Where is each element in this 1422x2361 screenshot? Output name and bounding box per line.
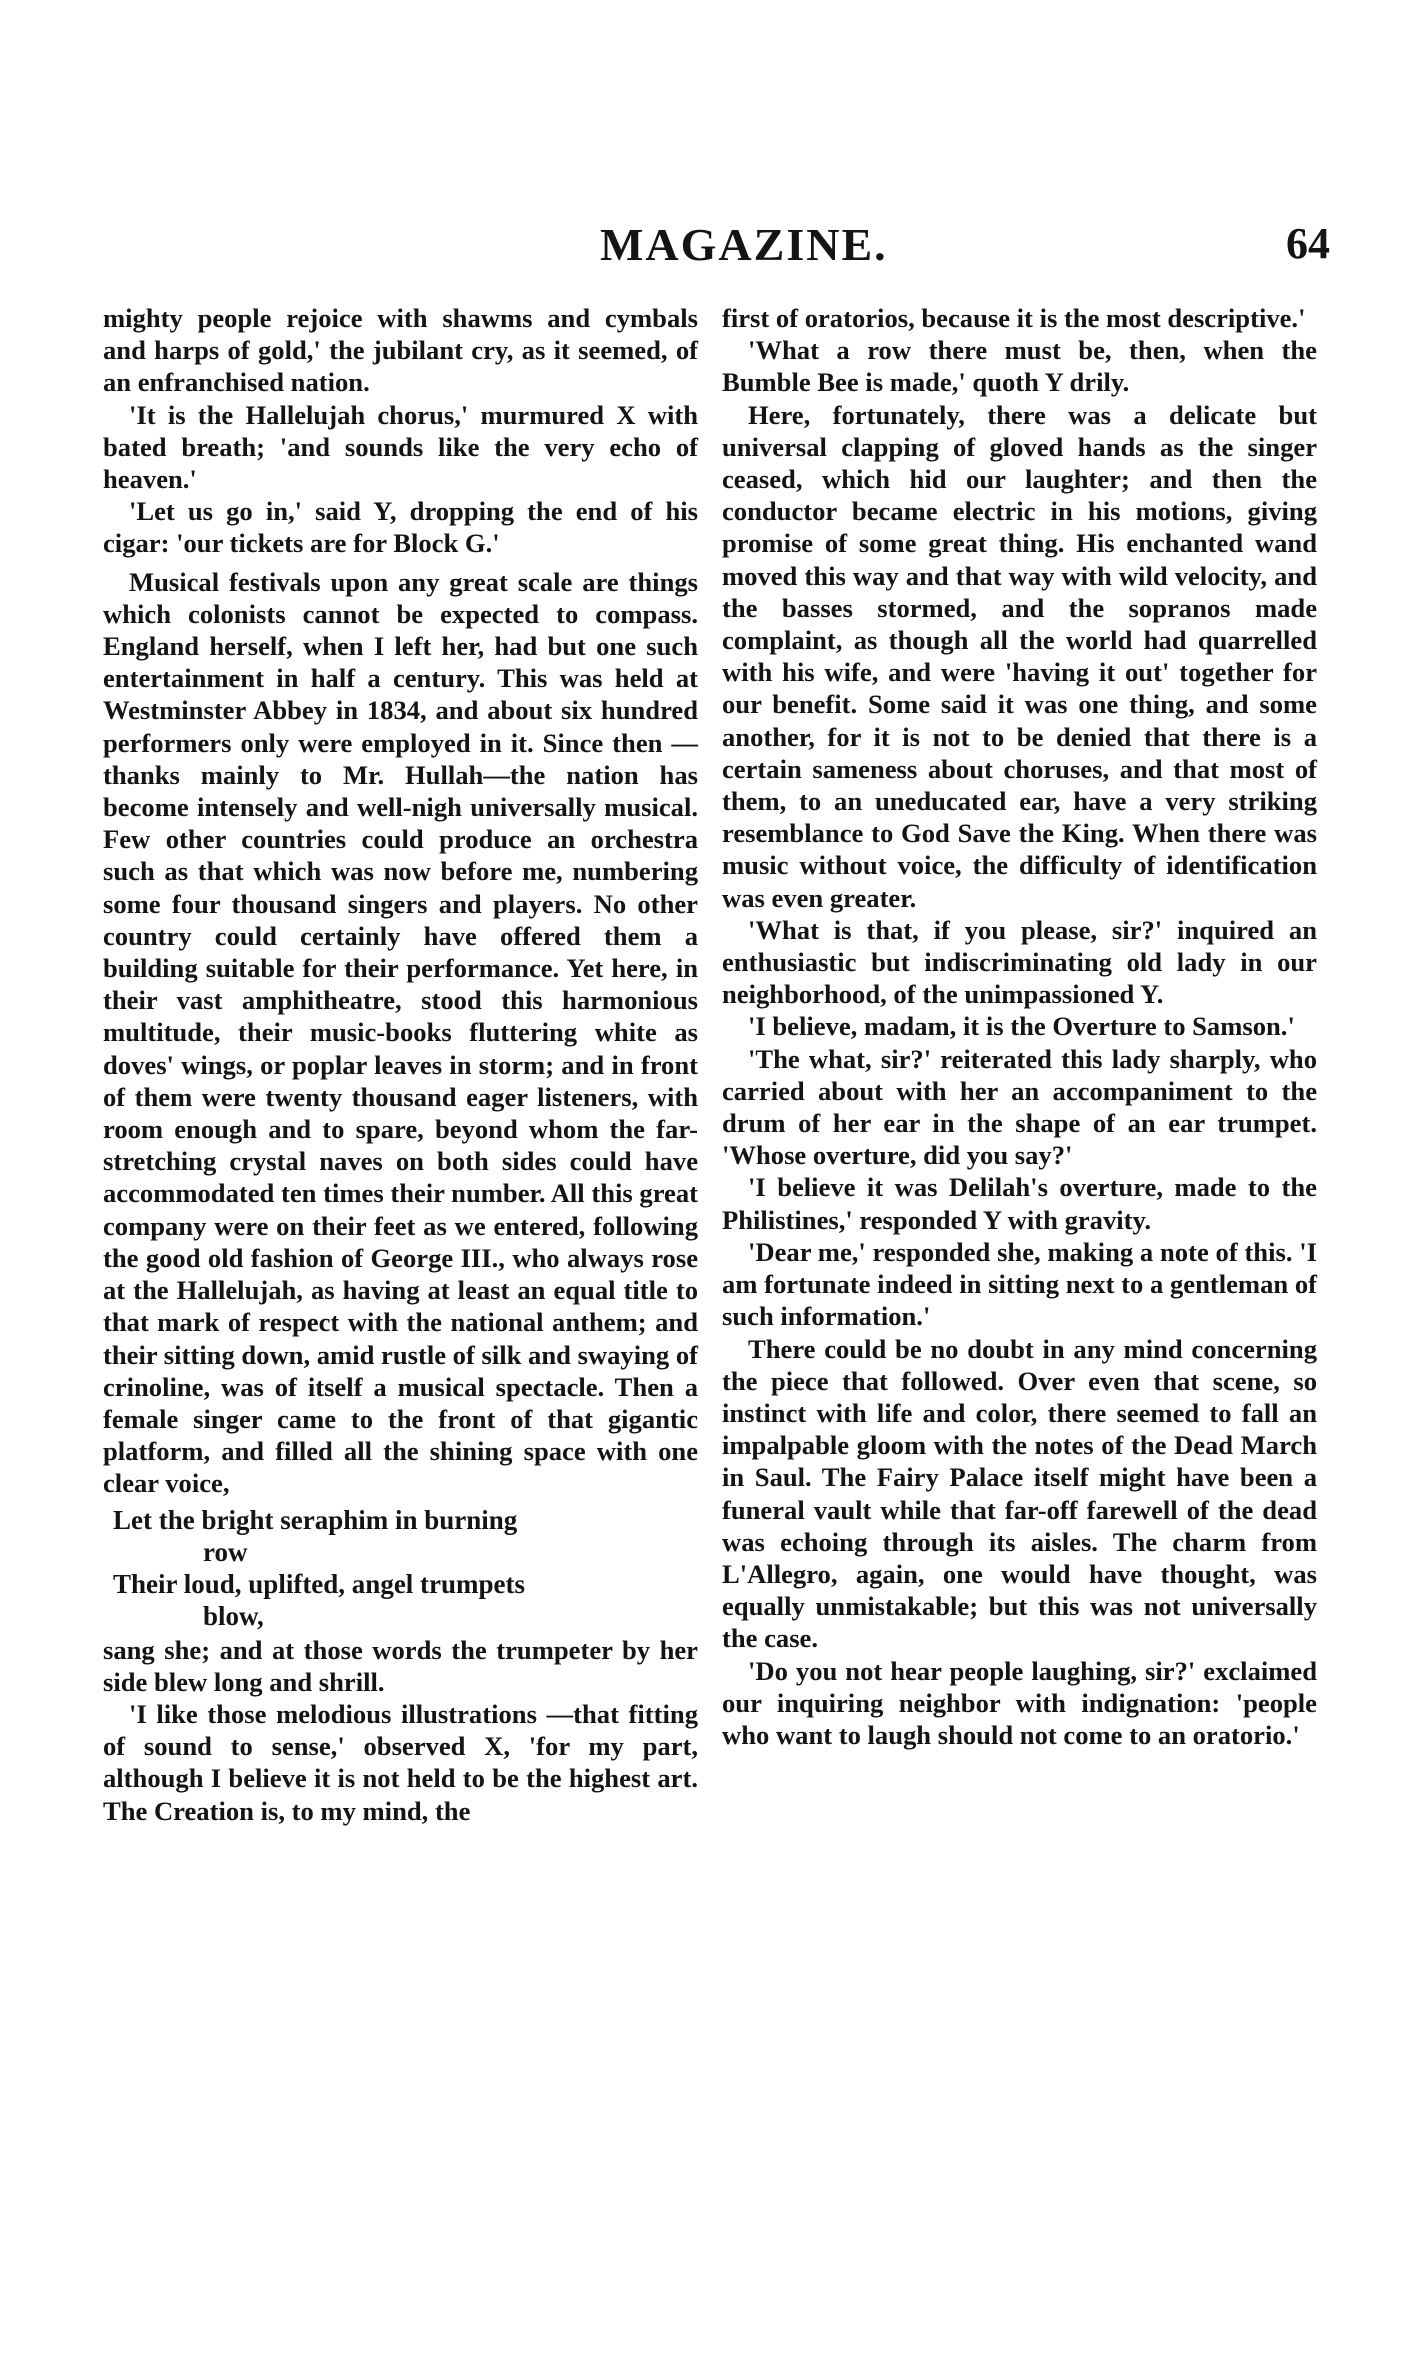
right-column bbox=[722, 302, 1317, 1751]
page-header bbox=[80, 218, 1340, 278]
paragraph: 'I like those melodious illustrations —that fitting of sound to sense,' observed X, 'for my part, although I believe it is not held to be the highest art. The Creation is, to my mind, the bbox=[103, 1698, 698, 1826]
paragraph: 'The what, sir?' reiterated this lady sharply, who carried about with her an accompaniment to the drum of her ear in the shape of an ear trumpet. 'Whose overture, did you say?' bbox=[722, 1043, 1317, 1171]
verse-line-continuation: blow, bbox=[203, 1600, 264, 1631]
paragraph: There could be no doubt in any mind concerning the piece that followed. Over even that scene, so instinct with life and color, there seemed to fall an impalpable gloom with the notes of the Dead March in Saul. The Fairy Palace itself might have been a funeral vault while that far-off farewell of the dead was echoing through its aisles. The charm from L'Allegro, again, one would have thought, was equally unmistakable; but this was not universally the case. bbox=[722, 1333, 1317, 1654]
paragraph: 'What is that, if you please, sir?' inquired an enthusiastic but indiscriminating old lady in our neighborhood, of the unimpassioned Y. bbox=[722, 914, 1317, 1010]
paragraph: 'Let us go in,' said Y, dropping the end of his cigar: 'our tickets are for Block G.' bbox=[103, 496, 698, 559]
paragraph: 'Do you not hear people laughing, sir?' exclaimed our inquiring neighbor with indignation: 'people who want to laugh should not come to an oratorio.' bbox=[722, 1655, 1317, 1750]
paragraph: 'I believe, madam, it is the Overture to Samson.' bbox=[748, 1011, 1295, 1042]
running-title: MAGAZINE. bbox=[600, 219, 888, 270]
paragraph: 'I believe it was Delilah's overture, made to the Philistines,' responded Y with gravity. bbox=[722, 1172, 1317, 1235]
verse-line-continuation: row bbox=[203, 1536, 248, 1567]
paragraph: first of oratorios, because it is the most descriptive.' bbox=[722, 303, 1306, 333]
paragraph: 'It is the Hallelujah chorus,' murmured X with bated breath; 'and sounds like the very echo of heaven.' bbox=[103, 399, 698, 495]
page-number: 64 bbox=[1286, 219, 1330, 268]
paragraph: 'Dear me,' responded she, making a note of this. 'I am fortunate indeed in sitting next to a gentleman of such information.' bbox=[722, 1236, 1317, 1332]
paragraph: Musical festivals upon any great scale are things which colonists cannot be expected to compass. England herself, when I left her, had but one such entertainment in half a century. This was held at Westminster Abbey in 1834, and about six hundred performers only were employed in it. Since then —thanks mainly to Mr. Hullah—the nation has become intensely and well-nigh universally musical. Few other countries could produce an orchestra such as that which was now before me, numbering some four thousand singers and players. No other country could certainly have offered them a building suitable for their performance. Yet here, in their vast amphitheatre, stood this harmonious multitude, their music-books fluttering white as doves' wings, or poplar leaves in storm; and in front of them were twenty thousand eager listeners, with room enough and to spare, beyond whom the far-stretching crystal naves on both sides could have accommodated ten times their number. All this great company were on their feet as we entered, following the good old fashion of George III., who always rose at the Hallelujah, as having at least an equal title to that mark of respect with the national anthem; and their sitting down, amid rustle of silk and swaying of crinoline, was of itself a musical spectacle. Then a female singer came to the front of that gigantic platform, and filled all the shining space with one clear voice, bbox=[103, 566, 698, 1499]
paragraph: Here, fortunately, there was a delicate but universal clapping of gloved hands as the singer ceased, which hid our laughter; and then the conductor became electric in his motions, giving promise of some great thing. His enchanted wand moved this way and that way with wild velocity, and the basses stormed, and the sopranos made complaint, as though all the world had quarrelled with his wife, and were 'having it out' together for our benefit. Some said it was one thing, and some another, for it is not to be denied that there is a certain sameness about choruses, and that most of them, to an uneducated ear, have a very striking resemblance to God Save the King. When there was music without voice, the difficulty of identification was even greater. bbox=[722, 399, 1317, 913]
paragraph: sang she; and at those words the trumpeter by her side blew long and shrill. bbox=[103, 1634, 698, 1697]
verse-quote bbox=[103, 1504, 698, 1632]
verse-line: Let the bright seraphim in burning bbox=[113, 1504, 518, 1535]
paragraph: mighty people rejoice with shawms and cymbals and harps of gold,' the jubilant cry, as it seemed, of an enfranchised nation. bbox=[103, 303, 698, 398]
paragraph: 'What a row there must be, then, when the Bumble Bee is made,' quoth Y drily. bbox=[722, 335, 1317, 398]
left-column bbox=[103, 302, 698, 1827]
verse-line: Their loud, uplifted, angel trumpets bbox=[113, 1568, 526, 1599]
